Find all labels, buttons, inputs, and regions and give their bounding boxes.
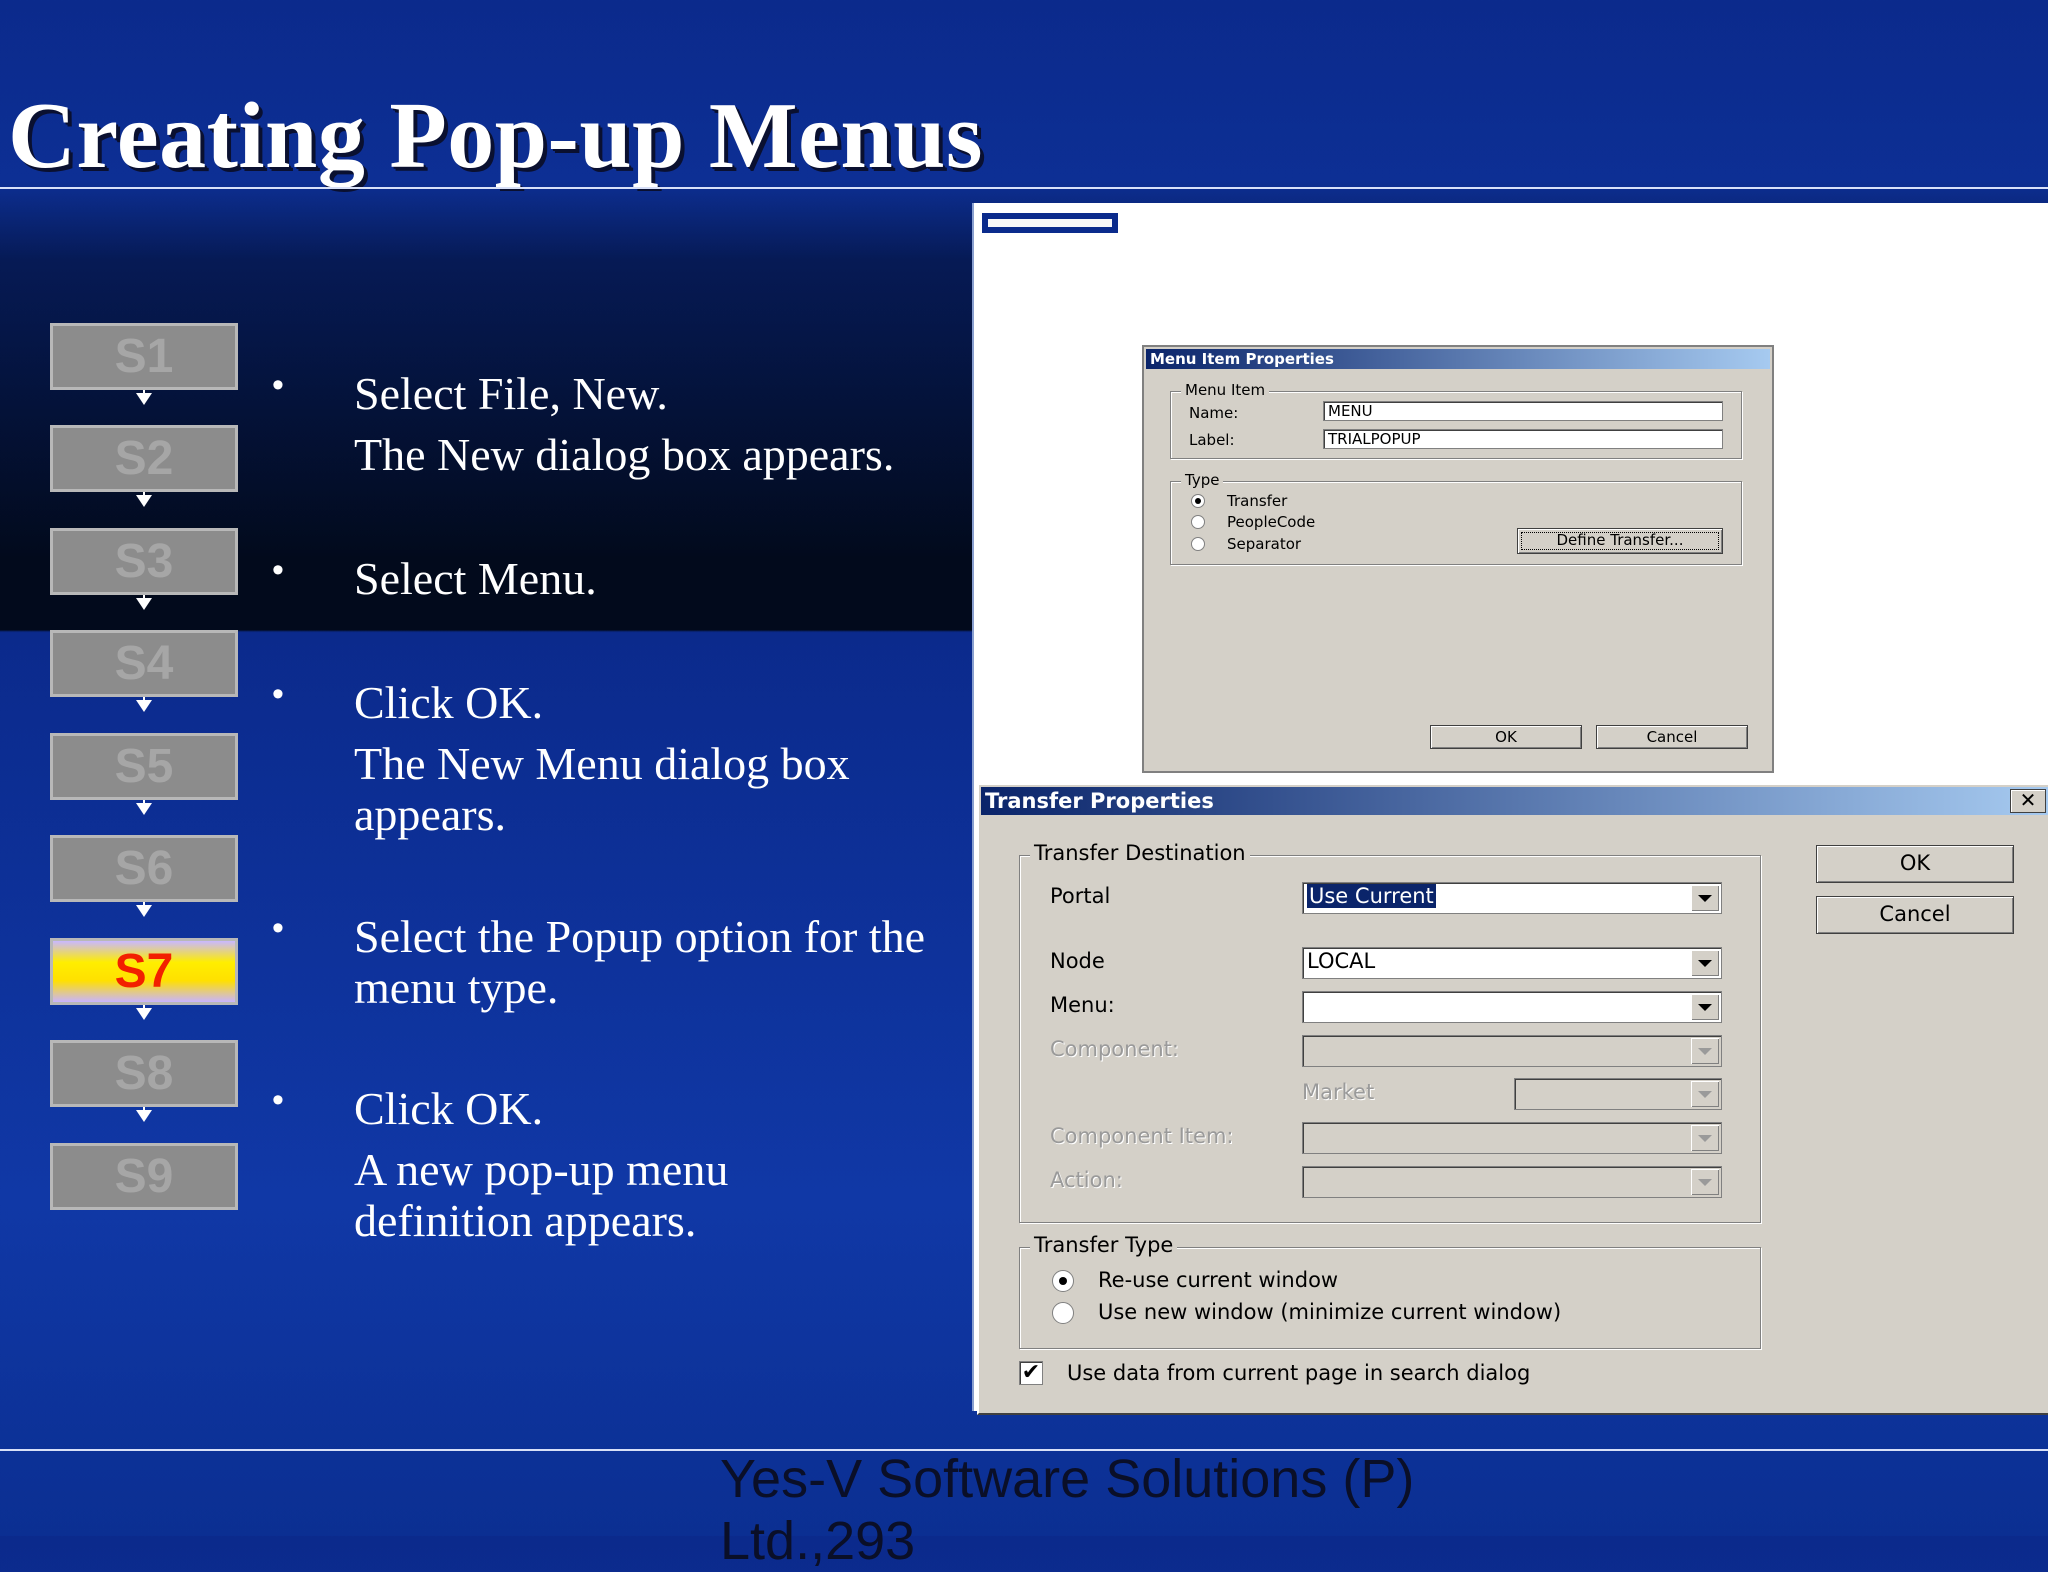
dialog-title: Menu Item Properties	[1146, 349, 1770, 369]
bullet-icon: •	[272, 909, 284, 947]
menu-label: Menu:	[1050, 993, 1115, 1017]
search-data-checkbox[interactable]: ✔	[1019, 1361, 1043, 1385]
bullet-line: Click OK.	[354, 677, 544, 728]
radio-separator[interactable]	[1191, 537, 1205, 551]
type-group	[1170, 471, 1742, 565]
bullet-line: The New Menu dialog box appears.	[354, 738, 850, 840]
chevron-down-icon	[1691, 1081, 1719, 1107]
node-label: Node	[1050, 949, 1105, 973]
portal-label: Portal	[1050, 884, 1111, 908]
bullet-line: Select the Popup option for the menu type.	[354, 911, 926, 1013]
menu-combo[interactable]	[1302, 991, 1722, 1023]
name-field[interactable]: MENU	[1323, 401, 1723, 421]
radio-reuse-label: Re-use current window	[1098, 1268, 1339, 1292]
define-transfer-button[interactable]: Define Transfer...	[1517, 528, 1723, 554]
group-label: Menu Item	[1181, 381, 1269, 399]
cancel-button[interactable]: Cancel	[1816, 896, 2014, 934]
ok-button[interactable]: OK	[1816, 845, 2014, 883]
group-label: Transfer Destination	[1030, 841, 1250, 865]
radio-peoplecode[interactable]	[1191, 515, 1205, 529]
step-s5[interactable]: S5	[50, 733, 238, 800]
step-s7-active[interactable]: S7	[50, 938, 238, 1005]
footer-text: Yes-V Software Solutions (P) Ltd.,293	[720, 1449, 1415, 1571]
radio-transfer-label: Transfer	[1227, 492, 1288, 510]
chevron-down-icon	[1691, 1038, 1719, 1064]
bullet-icon: •	[272, 675, 284, 713]
radio-new-window[interactable]	[1052, 1302, 1074, 1324]
radio-peoplecode-label: PeopleCode	[1227, 513, 1316, 531]
search-data-label: Use data from current page in search dialog	[1067, 1361, 1531, 1385]
screenshot-panel	[972, 203, 2048, 1411]
name-label: Name:	[1189, 404, 1239, 422]
bullet-icon: •	[272, 366, 284, 404]
dialog-title: Transfer Properties	[981, 787, 2048, 815]
step-s3[interactable]: S3	[50, 528, 238, 595]
step-s8[interactable]: S8	[50, 1040, 238, 1107]
window-fragment	[982, 213, 1118, 233]
node-combo[interactable]	[1302, 947, 1722, 979]
chevron-down-icon	[1691, 1169, 1719, 1195]
step-arrow-icon	[143, 800, 145, 813]
chevron-down-icon[interactable]	[1691, 950, 1719, 976]
step-arrow-icon	[143, 697, 145, 710]
group-label: Type	[1181, 471, 1223, 489]
component-combo	[1302, 1035, 1722, 1067]
chevron-down-icon[interactable]	[1691, 994, 1719, 1020]
ok-button[interactable]: OK	[1430, 725, 1582, 749]
action-combo	[1302, 1166, 1722, 1198]
bullet-line: Click OK.	[354, 1083, 544, 1134]
step-arrow-icon	[143, 902, 145, 915]
step-arrow-icon	[143, 390, 145, 403]
step-s6[interactable]: S6	[50, 835, 238, 902]
transfer-destination-group	[1019, 841, 1761, 1223]
bullet-line: Select File, New.	[354, 368, 668, 419]
chevron-down-icon[interactable]	[1691, 885, 1719, 911]
step-arrow-icon	[143, 595, 145, 608]
transfer-type-group	[1019, 1233, 1761, 1349]
radio-new-label: Use new window (minimize current window)	[1098, 1300, 1562, 1324]
radio-separator-label: Separator	[1227, 535, 1302, 553]
menu-item-group	[1170, 381, 1742, 459]
action-label: Action:	[1050, 1168, 1123, 1192]
step-s4[interactable]: S4	[50, 630, 238, 697]
label-field[interactable]: TRIALPOPUP	[1323, 429, 1723, 449]
bullet-line: A new pop-up menu definition appears.	[354, 1144, 729, 1246]
step-s1[interactable]: S1	[50, 323, 238, 390]
market-combo	[1514, 1078, 1722, 1110]
component-label: Component:	[1050, 1037, 1179, 1061]
portal-combo[interactable]	[1302, 882, 1722, 914]
group-label: Transfer Type	[1030, 1233, 1177, 1257]
menu-item-properties-dialog	[1142, 345, 1774, 773]
label-label: Label:	[1189, 431, 1235, 449]
step-s2[interactable]: S2	[50, 425, 238, 492]
bullet-icon: •	[272, 1081, 284, 1119]
radio-reuse-window[interactable]	[1052, 1270, 1074, 1292]
transfer-properties-dialog	[977, 783, 2048, 1415]
step-s9[interactable]: S9	[50, 1143, 238, 1210]
step-arrow-icon	[143, 492, 145, 505]
component-item-combo	[1302, 1122, 1722, 1154]
bullet-line: Select Menu.	[354, 553, 597, 604]
step-arrow-icon	[143, 1107, 145, 1120]
bullet-line: The New dialog box appears.	[354, 429, 895, 480]
close-icon[interactable]: ✕	[2010, 789, 2046, 813]
title-divider	[0, 187, 2048, 189]
radio-transfer[interactable]	[1191, 494, 1205, 508]
node-value: LOCAL	[1307, 949, 1376, 973]
portal-value: Use Current	[1309, 884, 1434, 908]
chevron-down-icon	[1691, 1125, 1719, 1151]
slide-title: Creating Pop-up Menus	[8, 84, 983, 188]
market-label: Market	[1302, 1080, 1375, 1104]
step-arrow-icon	[143, 1005, 145, 1018]
bullet-icon: •	[272, 551, 284, 589]
component-item-label: Component Item:	[1050, 1124, 1234, 1148]
cancel-button[interactable]: Cancel	[1596, 725, 1748, 749]
